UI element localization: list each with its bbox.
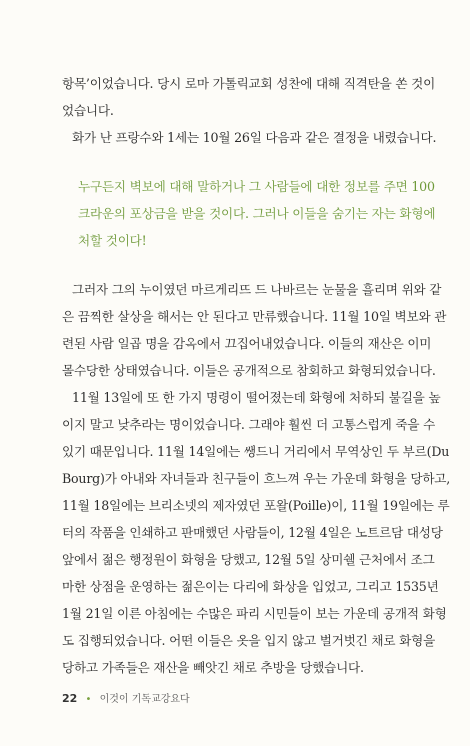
paragraph-2 [62,124,437,151]
text-line: 있기 때문입니다. 11월 14일에는 쌩드니 거리에서 무역상인 두 부르(Du [62,444,450,459]
text-line: 앞에서 젊은 행정원이 화형을 당했고, 12월 5일 상미쉘 근처에서 조그 [62,552,435,567]
text-line: 련된 사람 일곱 명을 감옥에서 끄집어내었습니다. 이들의 재산은 이미 [62,336,432,351]
decree-quote [78,173,436,254]
text-line: 항목’이었습니다. 당시 로마 가톨릭교회 성찬에 대해 직격탄을 쏜 것이 [62,76,436,91]
text-line: 은 끔찍한 살상을 해서는 안 된다고 만류했습니다. 11월 10일 벽보와 관 [62,309,447,324]
text-line: 당하고 가족들은 재산을 빼앗긴 채로 추방을 당했습니다. [62,660,364,675]
page-footer [62,690,190,705]
text-line: 도 집행되었습니다. 어떤 이들은 옷을 입지 않고 벌거벗긴 채로 화형을 [62,633,436,648]
text-line: 화가 난 프랑수와 1세는 10월 26일 다음과 같은 결정을 내렸습니다. [72,130,437,145]
text-line: 마한 상점을 운영하는 젊은이는 다리에 화상을 입었고, 그리고 1535년 [62,579,439,594]
text-line: 1월 21일 이른 아침에는 수많은 파리 시민들이 보는 가운데 공개적 화형 [62,606,447,621]
paragraph-4 [62,384,451,681]
text-line: 터의 작품을 인쇄하고 판매했던 사람들이, 12월 4일은 노트르담 대성당 [62,525,443,540]
page-body [62,70,451,681]
page-number: 22 [62,692,78,705]
footer-bullet: • [85,694,92,705]
quote-line: 크라운의 포상금을 받을 것이다. 그러나 이들을 숨기는 자는 화형에 [78,206,436,221]
text-line: Bourg)가 아내와 자녀들과 친구들이 흐느껴 우는 가운데 화형을 당하고, [62,471,451,486]
text-line: 이지 말고 낮추라는 명이었습니다. 그래야 훨씬 더 고통스럽게 죽을 수 [62,417,436,432]
quote-line: 누구든지 벽보에 대해 말하거나 그 사람들에 대한 정보를 주면 100 [78,179,435,194]
text-line: 그러자 그의 누이였던 마르게리뜨 드 나바르는 눈물을 흘리며 위와 같 [72,282,442,297]
text-line: 었습니다. [62,103,114,118]
paragraph-1 [62,70,436,124]
quote-line: 처할 것이다! [78,233,147,248]
book-title: 이것이 기독교강요다 [99,694,190,705]
text-line: 11월 18일에는 브리소넷의 제자였던 포왈(Poille)이, 11월 19일에는 루 [62,498,450,513]
text-line: 몰수당한 상태였습니다. 이들은 공개적으로 참회하고 화형되었습니다. [62,363,436,378]
paragraph-3 [62,276,447,384]
text-line: 11월 13일에 또 한 가지 명령이 떨어졌는데 화형에 처하되 불길을 높 [72,390,441,405]
